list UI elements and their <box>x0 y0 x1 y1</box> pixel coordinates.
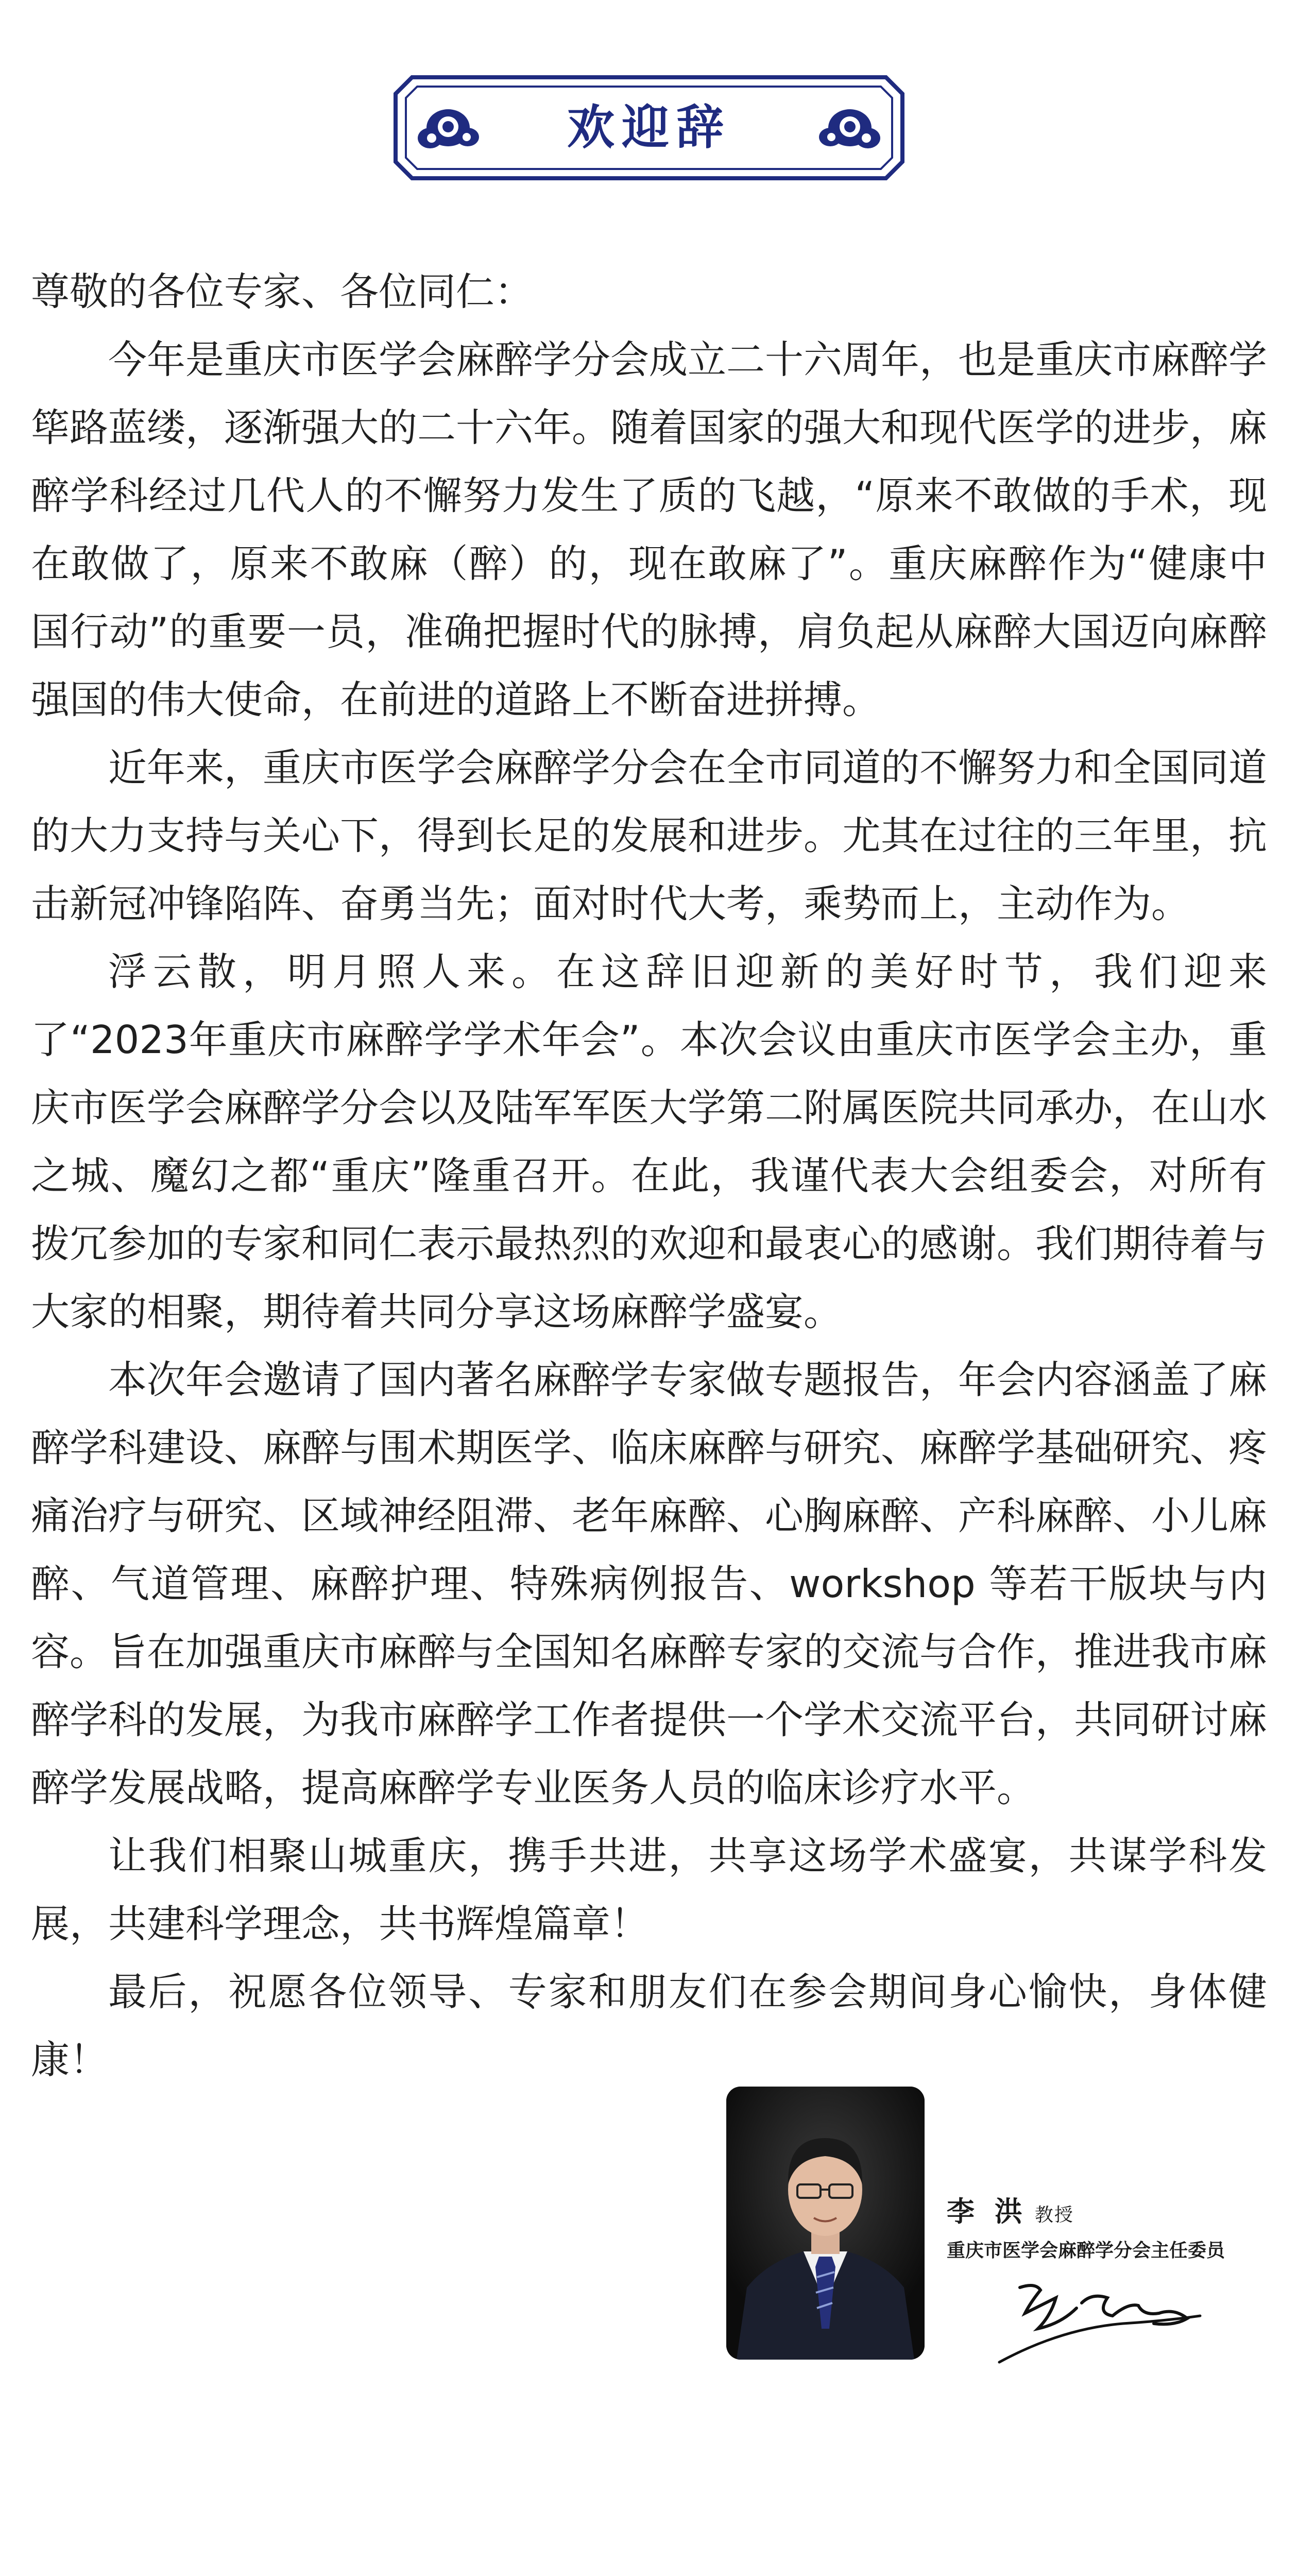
paragraph: 浮云散，明月照人来。在这辞旧迎新的美好时节，我们迎来了“2023年重庆市麻醉学学术年会”。本次会议由重庆市医学会主办，重庆市医学会麻醉学分会以及陆军军医大学第二附属医院共同承办，在山水之城、魔幻之都“重庆”隆重召开。在此，我谨代表大会组委会，对所有拨冗参加的专家和同仁表示最热烈的欢迎和最衷心的感谢。我们期待着与大家的相聚，期待着共同分享这场麻醉学盛宴。 <box>31 949 1268 1334</box>
signatory-position: 重庆市医学会麻醉学分会主任委员 <box>947 2240 1225 2261</box>
paragraph: 最后，祝愿各位领导、专家和朋友们在参会期间身心愉快，身体健康！ <box>31 1969 1267 2082</box>
paragraph: 本次年会邀请了国内著名麻醉学专家做专题报告，年会内容涵盖了麻醉学科建设、麻醉与围术期医学、临床麻醉与研究、麻醉学基础研究、疼痛治疗与研究、区域神经阻滞、老年麻醉、心胸麻醉、产科麻醉、小儿麻醉、气道管理、麻醉护理、特殊病例报告、workshop 等若干版块与内容。旨在加强重庆市麻醉与全国知名麻醉专家的交流与合作，推进我市麻醉学科的发展，为我市麻醉学工作者提供一个学术交流平台，共同研讨麻醉学发展战略，提高麻醉学专业医务人员的临床诊疗水平。 <box>31 1357 1268 1810</box>
salutation: 尊敬的各位专家、各位同仁： <box>31 269 534 314</box>
paragraph: 近年来，重庆市医学会麻醉学分会在全市同道的不懈努力和全国同道的大力支持与关心下，得到长足的发展和进步。尤其在过往的三年里，抗击新冠冲锋陷阵、奋勇当先；面对时代大考，乘势而上，主动作为。 <box>31 745 1268 926</box>
signatory-name-text: 李 洪 <box>947 2195 1028 2228</box>
paragraph: 今年是重庆市医学会麻醉学分会成立二十六周年，也是重庆市麻醉学筚路蓝缕，逐渐强大的二十六年。随着国家的强大和现代医学的进步，麻醉学科经过几代人的不懈努力发生了质的飞越，“原来不敢做的手术，现在敢做了，原来不敢麻（醉）的，现在敢麻了”。重庆麻醉作为“健康中国行动”的重要一员，准确把握时代的脉搏，肩负起从麻醉大国迈向麻醉强国的伟大使命，在前进的道路上不断奋进拼搏。 <box>31 337 1268 722</box>
signatory-name <box>947 2190 1074 2229</box>
portrait-illustration <box>726 2087 925 2360</box>
letter-body <box>31 258 1267 2094</box>
signatory-rank: 教授 <box>1034 2205 1074 2226</box>
page-title: 欢迎辞 <box>567 100 731 155</box>
portrait-photo <box>726 2087 925 2360</box>
paragraph: 让我们相聚山城重庆，携手共进，共享这场学术盛宴，共谋学科发展，共建科学理念，共书辉煌篇章！ <box>31 1833 1267 1946</box>
title-banner <box>391 71 907 184</box>
handwritten-signature <box>989 2267 1221 2370</box>
